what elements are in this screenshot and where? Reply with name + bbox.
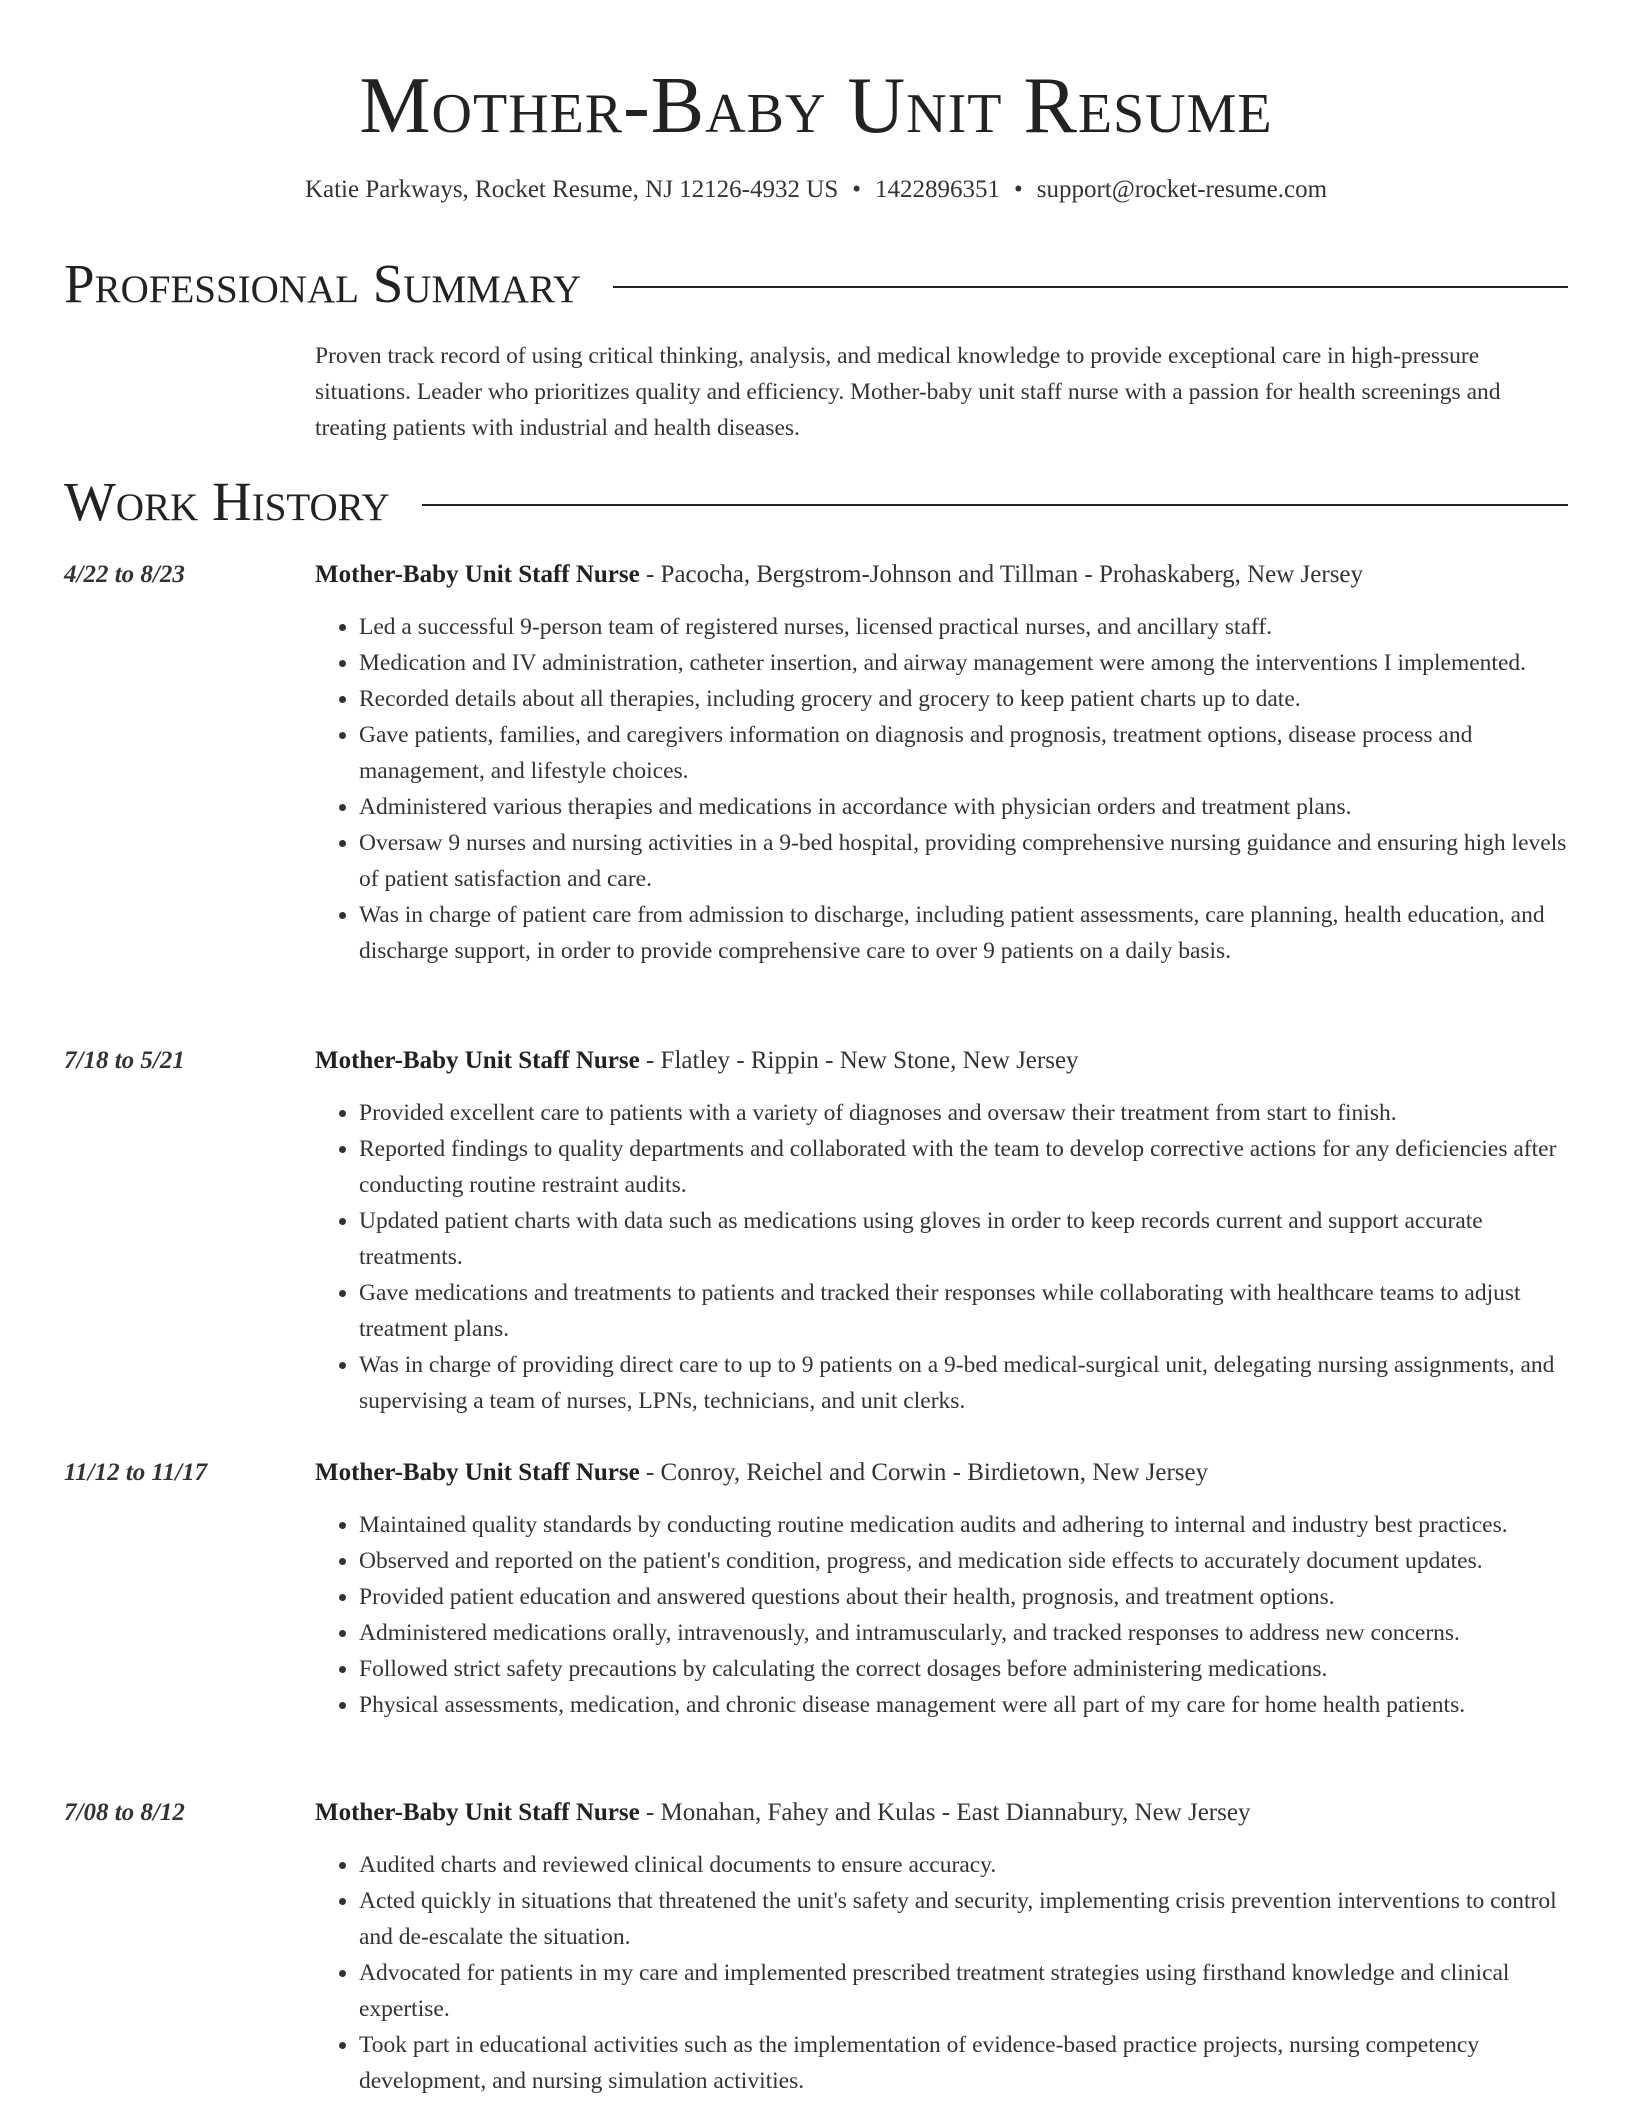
job-bullet: • Recorded details about all therapies, including grocery and grocery to keep patient charts up to date.: [359, 681, 1568, 717]
job-bullets: [315, 1847, 1568, 2099]
work-section-header: [64, 470, 1568, 534]
job-bullet: • Updated patient charts with data such as medications using gloves in order to keep records current and support accurate treatments.: [359, 1203, 1568, 1275]
job-bullet: • Followed strict safety precautions by calculating the correct dosages before administering medications.: [359, 1651, 1568, 1687]
job-title: Mother-Baby Unit Staff Nurse: [315, 1047, 640, 1074]
job-dates: 4/22 to 8/23: [64, 561, 185, 588]
job-bullet: • Acted quickly in situations that threatened the unit's safety and security, implementing crisis prevention interventions to control and de-escalate the situation.: [359, 1883, 1568, 1955]
contact-email: support@rocket-resume.com: [1036, 176, 1328, 203]
summary-section-title: Professional Summary: [64, 253, 582, 314]
job-bullet: • Gave medications and treatments to patients and tracked their responses while collaborating with healthcare teams to adjust treatment plans.: [359, 1275, 1568, 1347]
contact-line: [0, 174, 1632, 206]
job-employer-location: - Flatley - Rippin - New Stone, New Jersey: [639, 1047, 1079, 1074]
job-bullet: • Reported findings to quality departments and collaborated with the team to develop corrective actions for any deficiencies after conducting routine restraint audits.: [359, 1131, 1568, 1203]
job-bullet: • Audited charts and reviewed clinical documents to ensure accuracy.: [359, 1847, 1568, 1883]
job-bullet: • Medication and IV administration, catheter insertion, and airway management were among the interventions I implemented.: [359, 645, 1568, 681]
job-bullet: • Administered various therapies and medications in accordance with physician orders and treatment plans.: [359, 789, 1568, 825]
job-dates: 11/12 to 11/17: [64, 1459, 208, 1486]
work-section-title: Work History: [64, 471, 390, 532]
job-title: Mother-Baby Unit Staff Nurse: [315, 561, 640, 588]
job-bullet: • Provided excellent care to patients with a variety of diagnoses and oversaw their treatment from start to finish.: [359, 1095, 1568, 1131]
job-bullet: • Was in charge of providing direct care to up to 9 patients on a 9-bed medical-surgical unit, delegating nursing assignments, and supervising a team of nurses, LPNs, technicians, and unit clerks.: [359, 1347, 1568, 1419]
job-bullet: • Maintained quality standards by conducting routine medication audits and adhering to internal and industry best practices.: [359, 1507, 1568, 1543]
summary-section-header: [64, 252, 1568, 316]
job-bullets: [315, 1507, 1568, 1723]
job-bullet: • Observed and reported on the patient's condition, progress, and medication side effects to accurately document updates.: [359, 1543, 1568, 1579]
contact-separator: •: [852, 176, 861, 203]
contact-phone: 1422896351: [874, 176, 1000, 203]
job-heading: [315, 1044, 1568, 1078]
summary-text: Proven track record of using critical thinking, analysis, and medical knowledge to provide exceptional care in high-pressure situations. Leader who prioritizes quality and efficiency. Mother-baby unit staff nurse with a passion for health screenings and treating patients with industrial and health diseases.: [315, 343, 1501, 441]
contact-separator: •: [1013, 176, 1023, 203]
job-dates: 7/08 to 8/12: [64, 1799, 185, 1826]
job-title: Mother-Baby Unit Staff Nurse: [315, 1799, 640, 1826]
job-bullet: • Advocated for patients in my care and implemented prescribed treatment strategies using firsthand knowledge and clinical expertise.: [359, 1955, 1568, 2027]
job-employer-location: - Pacocha, Bergstrom-Johnson and Tillman - Prohaskaberg, New Jersey: [639, 561, 1364, 588]
job-bullet: • Oversaw 9 nurses and nursing activities in a 9-bed hospital, providing comprehensive nursing guidance and ensuring high levels of patient satisfaction and care.: [359, 825, 1568, 897]
job-bullet: • Physical assessments, medication, and chronic disease management were all part of my care for home health patients.: [359, 1687, 1568, 1723]
contact-address: Katie Parkways, Rocket Resume, NJ 12126-4932 US: [304, 176, 839, 203]
job-bullet: • Administered medications orally, intravenously, and intramuscularly, and tracked responses to address new concerns.: [359, 1615, 1568, 1651]
job-bullet: • Provided patient education and answered questions about their health, prognosis, and treatment options.: [359, 1579, 1568, 1615]
job-heading: [315, 1796, 1568, 1830]
section-divider: [613, 286, 1568, 288]
job-employer-location: - Monahan, Fahey and Kulas - East Diannabury, New Jersey: [639, 1799, 1251, 1826]
job-heading: [315, 1456, 1568, 1490]
job-bullet: • Took part in educational activities such as the implementation of evidence-based practice projects, nursing competency development, and nursing simulation activities.: [359, 2027, 1568, 2099]
job-dates: 7/18 to 5/21: [64, 1047, 185, 1074]
job-employer-location: - Conroy, Reichel and Corwin - Birdietown, New Jersey: [639, 1459, 1209, 1486]
job-bullet: • Gave patients, families, and caregivers information on diagnosis and prognosis, treatment options, disease process and management, and lifestyle choices.: [359, 717, 1568, 789]
resume-title: Mother-Baby Unit Resume: [359, 62, 1273, 150]
job-heading: [315, 558, 1568, 592]
job-bullets: [315, 1095, 1568, 1419]
job-bullets: [315, 609, 1568, 969]
job-bullet: • Led a successful 9-person team of registered nurses, licensed practical nurses, and ancillary staff.: [359, 609, 1568, 645]
job-title: Mother-Baby Unit Staff Nurse: [315, 1459, 640, 1486]
job-bullet: • Was in charge of patient care from admission to discharge, including patient assessments, care planning, health education, and discharge support, in order to provide comprehensive care to over 9 patients on a daily basis.: [359, 897, 1568, 969]
section-divider: [422, 504, 1568, 506]
